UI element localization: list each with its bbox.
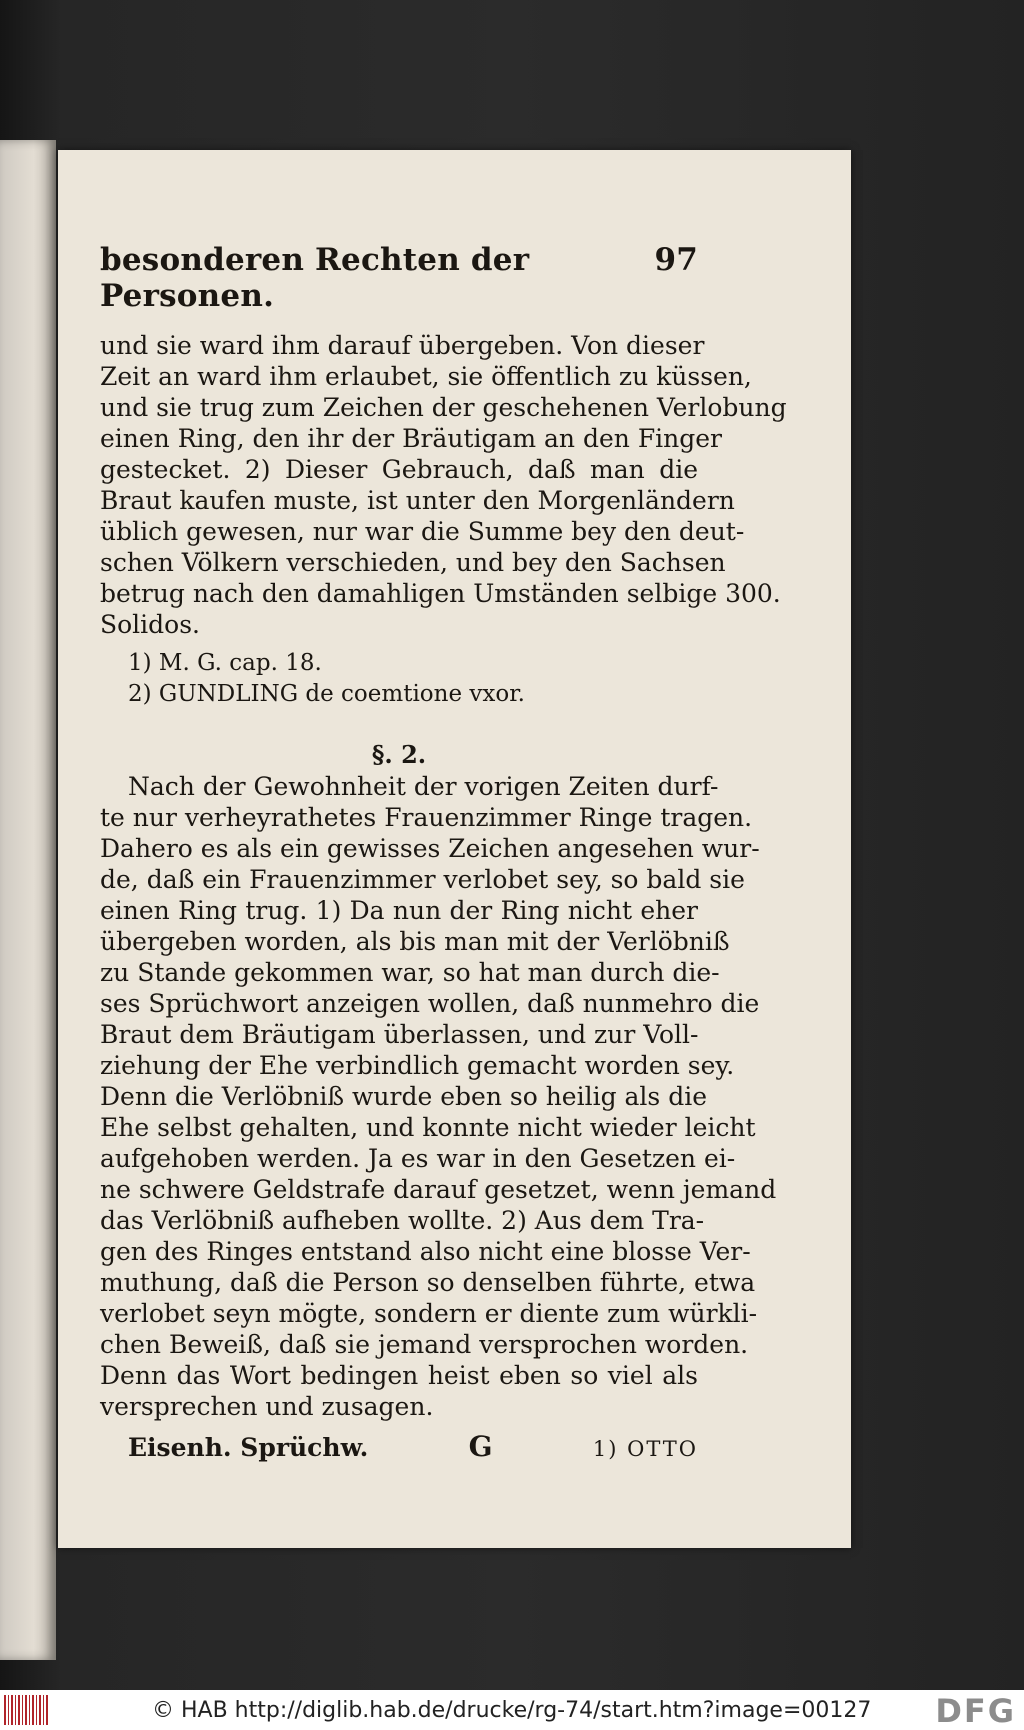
- text-line: Denn die Verlöbniß wurde eben so heilig als die: [100, 1082, 707, 1111]
- text-line: Nach der Gewohnheit der vorigen Zeiten durf-: [128, 772, 719, 801]
- text-line: schen Völkern verschieden, und bey den Sachsen: [100, 548, 726, 577]
- text-line: muthung, daß die Person so denselben führte, etwa: [100, 1268, 756, 1297]
- text-line: gestecket. 2) Dieser Gebrauch, daß man die: [100, 455, 698, 484]
- section-heading: §. 2.: [371, 740, 427, 769]
- text-line: Solidos.: [100, 610, 200, 639]
- footer-bar: [0, 1690, 1024, 1730]
- text-line: und sie ward ihm darauf übergeben. Von dieser: [100, 331, 705, 360]
- footnote: 1) M. G. cap. 18.: [128, 650, 322, 676]
- dfg-logo: DFG: [935, 1692, 1016, 1730]
- text-line: de, daß ein Frauenzimmer verlobet sey, so bald sie: [100, 865, 745, 894]
- text-line: Braut dem Bräutigam überlassen, und zur Voll-: [100, 1020, 699, 1049]
- text-line: einen Ring, den ihr der Bräutigam an den Finger: [100, 424, 723, 453]
- text-line: übergeben worden, als bis man mit der Verlöbniß: [100, 927, 730, 956]
- facing-page-edge: [0, 140, 56, 1660]
- barcode-icon: [4, 1695, 48, 1725]
- text-line: chen Beweiß, daß sie jemand versprochen worden.: [100, 1330, 749, 1359]
- text-line: betrug nach den damahligen Umständen selbige 300.: [100, 579, 781, 608]
- text-line: Zeit an ward ihm erlaubet, sie öffentlich zu küssen,: [100, 362, 752, 391]
- footnote: 2) GUNDLING de coemtione vxor.: [128, 681, 525, 707]
- text-line: zu Stande gekommen war, so hat man durch die-: [100, 958, 720, 987]
- text-line: Dahero es als ein gewisses Zeichen angesehen wur-: [100, 834, 760, 863]
- running-head: [100, 242, 698, 314]
- paragraph-2: [100, 771, 777, 1422]
- text-line: Braut kaufen muste, ist unter den Morgenländern: [100, 486, 735, 515]
- text-line: te nur verheyrathetes Frauenzimmer Ringe tragen.: [100, 803, 753, 832]
- text-line: aufgehoben werden. Ja es war in den Gesetzen ei-: [100, 1144, 736, 1173]
- paragraph-1: [100, 330, 787, 640]
- page-number: 97: [654, 242, 698, 278]
- text-line: ses Sprüchwort anzeigen wollen, daß nunmehro die: [100, 989, 760, 1018]
- text-line: einen Ring trug. 1) Da nun der Ring nicht eher: [100, 896, 698, 925]
- signature-mark: G: [468, 1430, 493, 1463]
- text-line: üblich gewesen, nur war die Summe bey den deut-: [100, 517, 745, 546]
- text-line: versprechen und zusagen.: [100, 1392, 434, 1421]
- page-content: [100, 242, 787, 1463]
- catchword: 1) OTTO: [592, 1437, 698, 1461]
- text-line: das Verlöbniß aufheben wollte. 2) Aus dem Tra-: [100, 1206, 705, 1235]
- catchline-left: Eisenh. Sprüchw.: [128, 1433, 369, 1462]
- text-line: ne schwere Geldstrafe darauf gesetzet, wenn jemand: [100, 1175, 777, 1204]
- text-line: gen des Ringes entstand also nicht eine blosse Ver-: [100, 1237, 751, 1266]
- footnotes: [100, 648, 698, 710]
- text-line: verlobet seyn mögte, sondern er diente zum würkli-: [100, 1299, 758, 1328]
- text-line: Ehe selbst gehalten, und konnte nicht wieder leicht: [100, 1113, 756, 1142]
- footer-citation[interactable]: © HAB http://diglib.hab.de/drucke/rg-74/start.htm?image=00127: [152, 1697, 872, 1723]
- catch-line: [100, 1430, 698, 1463]
- text-line: Denn das Wort bedingen heist eben so viel als: [100, 1361, 698, 1390]
- text-line: ziehung der Ehe verbindlich gemacht worden sey.: [100, 1051, 735, 1080]
- book-page: [58, 150, 851, 1548]
- running-title: besonderen Rechten der Personen.: [100, 242, 530, 314]
- text-line: und sie trug zum Zeichen der geschehenen Verlobung: [100, 393, 787, 422]
